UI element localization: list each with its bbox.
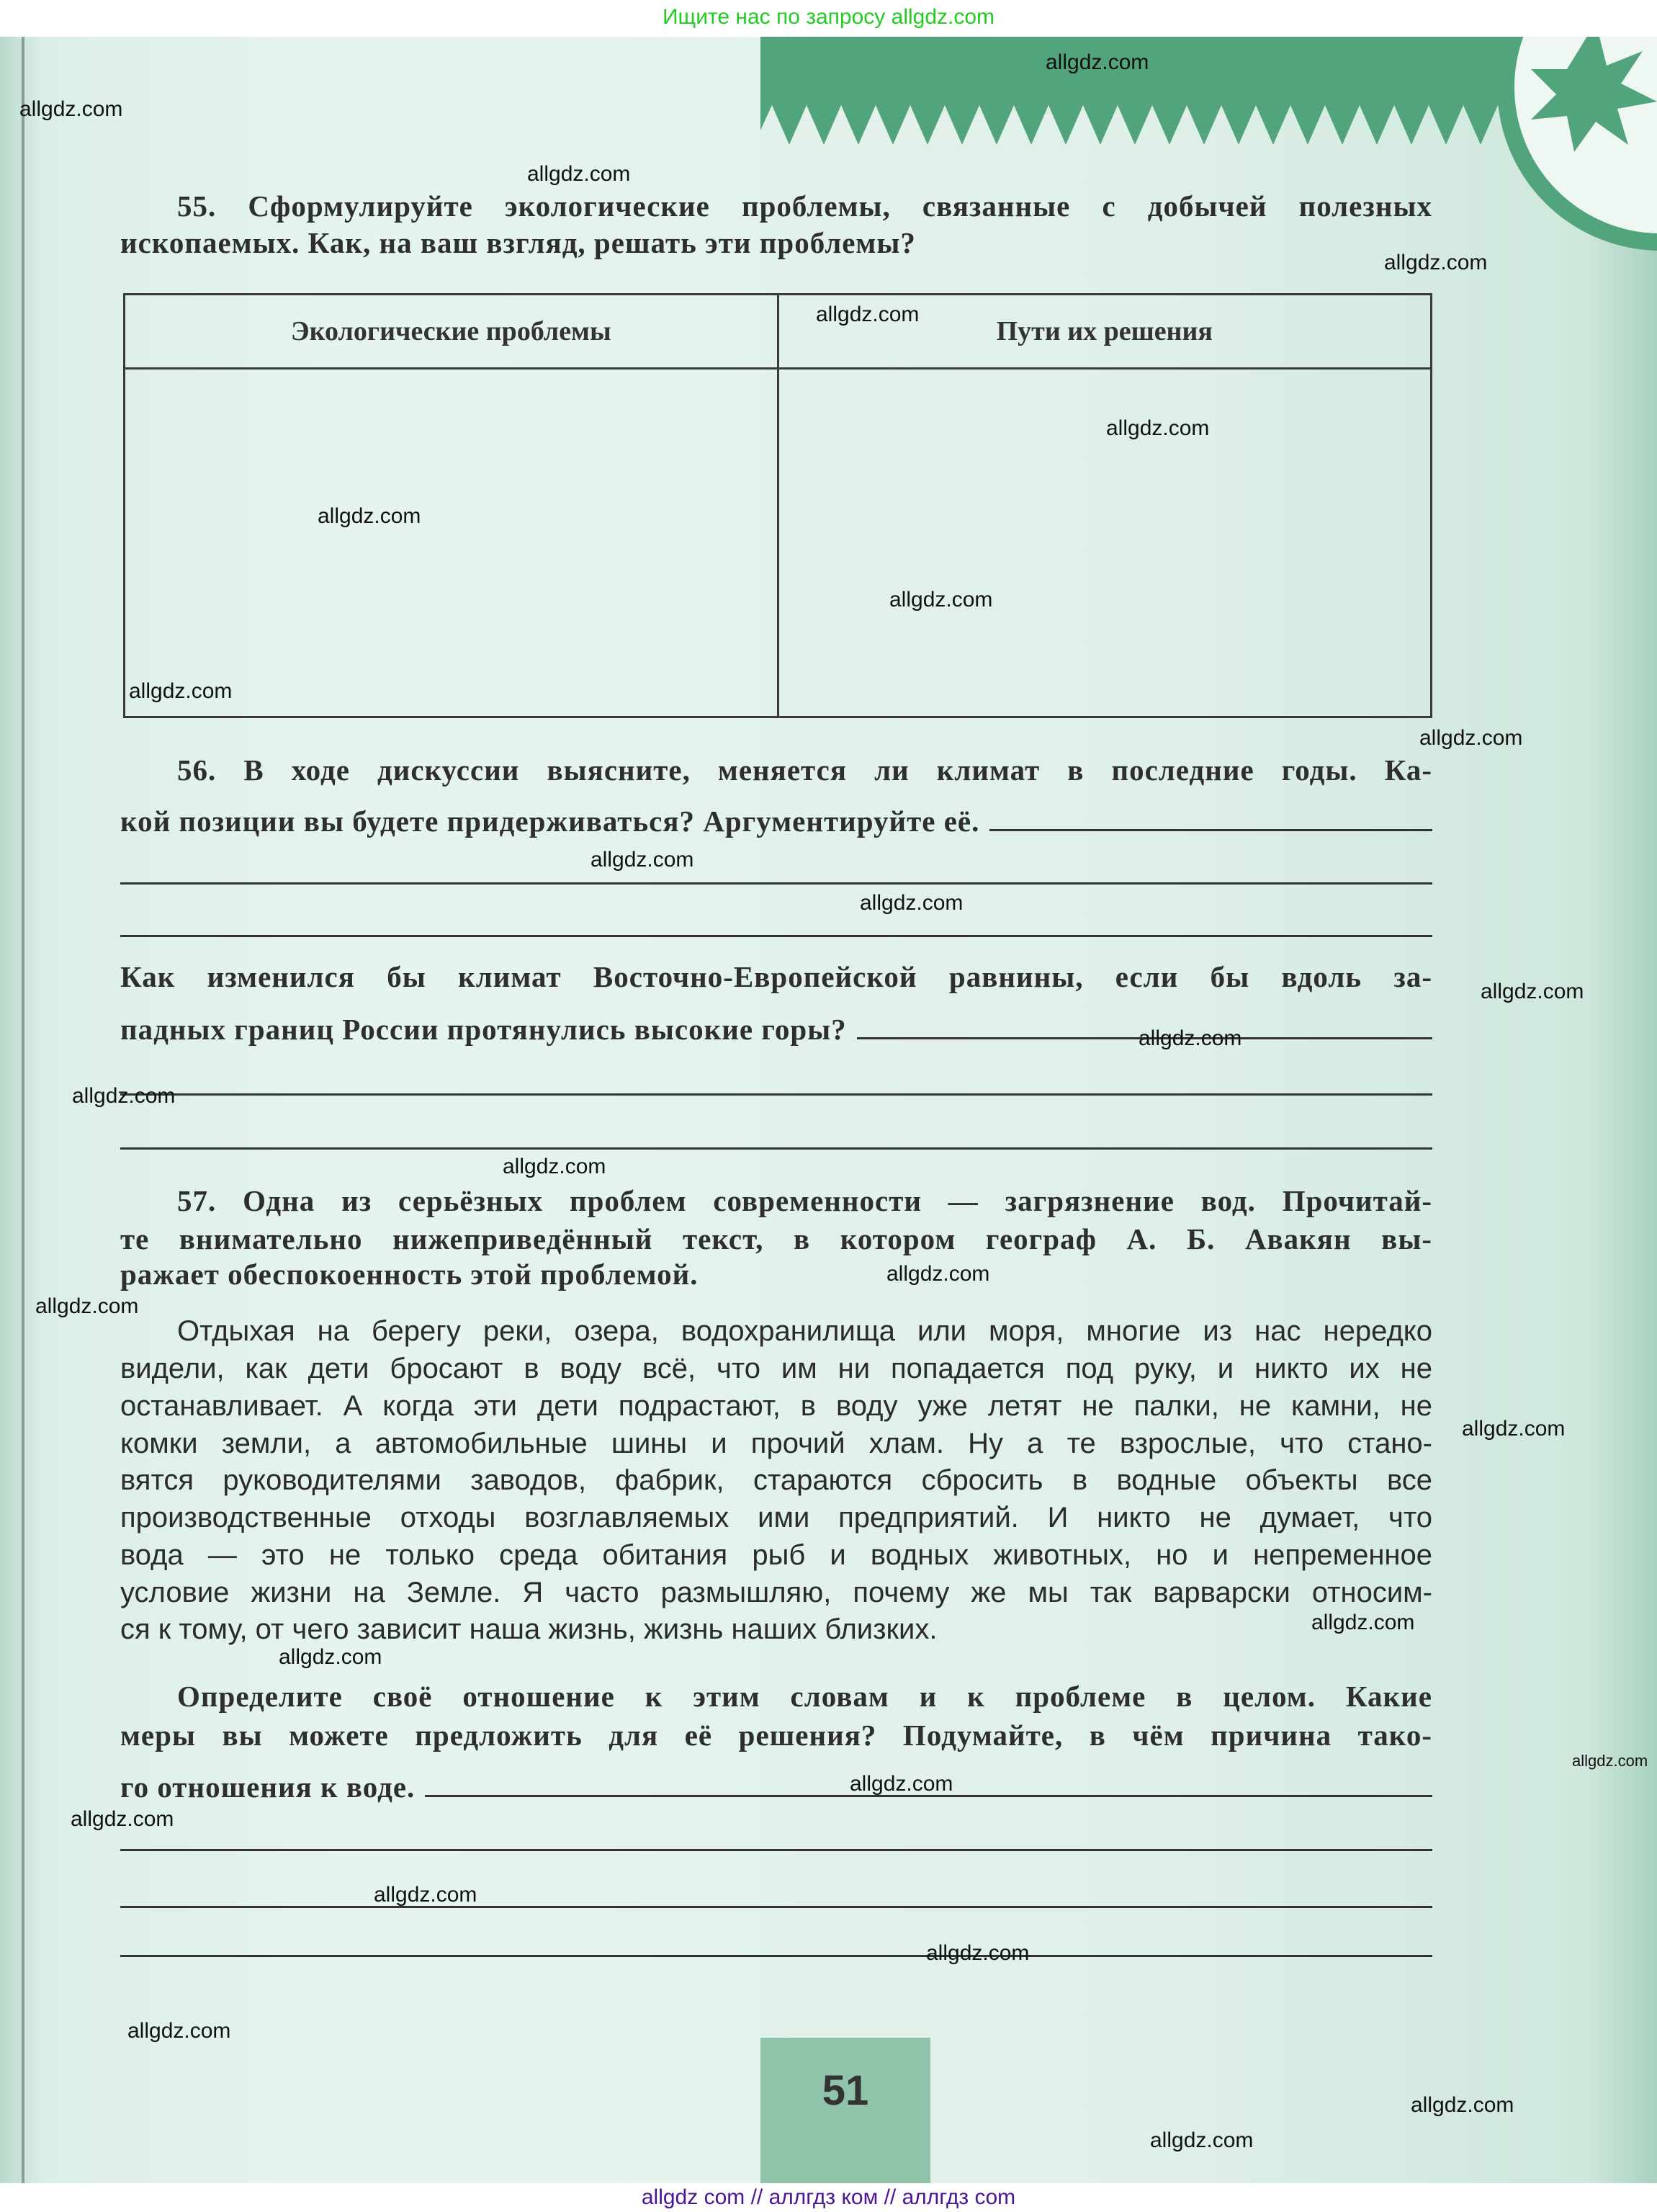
- page-spine-edge: [22, 37, 24, 2183]
- q55-line-2: ископаемых. Как, на ваш взгляд, решать эти проблемы?: [120, 226, 916, 259]
- watermark: allgdz.com: [1572, 1752, 1648, 1770]
- quote-line: Отдыхая на берегу реки, озера, водохранилища или моря, многие из нас нередко: [177, 1315, 1432, 1347]
- answer-line[interactable]: [120, 882, 1432, 885]
- q56-sub-line-1: Как изменился бы климат Восточно-Европейской равнины, если бы вдоль за-: [120, 960, 1432, 993]
- top-banner: [0, 0, 1657, 37]
- table-header-solutions: Пути их решения: [778, 295, 1432, 369]
- answer-line[interactable]: [120, 935, 1432, 937]
- quote-line: условие жизни на Земле. Я часто размышляю, почему же мы так варварски относим-: [120, 1577, 1432, 1608]
- q56-text-2: кой позиции вы будете придерживаться? Аргументируйте её.: [120, 805, 980, 838]
- quote-line: останавливает. А когда эти дети подрастают, в воду уже летят не палки, не камни, не: [120, 1390, 1432, 1422]
- table-header-problems: Экологические проблемы: [125, 295, 778, 369]
- watermark: allgdz.com: [1411, 2093, 1514, 2117]
- watermark: allgdz.com: [1384, 251, 1488, 274]
- watermark: allgdz.com: [19, 97, 123, 121]
- top-banner-text[interactable]: Ищите нас по запросу allgdz.com: [662, 5, 995, 29]
- watermark: allgdz.com: [35, 1294, 139, 1318]
- q57-task-line-1: Определите своё отношение к этим словам и к проблеме в целом. Какие: [177, 1680, 1432, 1713]
- answer-cell-solutions[interactable]: [778, 369, 1432, 717]
- quote-line: вятся руководителями заводов, фабрик, стараются сбросить в водные объекты все: [120, 1464, 1432, 1496]
- watermark: allgdz.com: [1046, 50, 1149, 74]
- watermark: allgdz.com: [129, 679, 233, 703]
- watermark: allgdz.com: [889, 588, 993, 612]
- watermark: allgdz.com: [926, 1941, 1030, 1965]
- quote-line: видели, как дети бросают в воду всё, что им ни попадается под руку, и никто их не: [120, 1353, 1432, 1384]
- bottom-banner-text[interactable]: allgdz com // аллгдз ком // аллгдз com: [641, 2185, 1016, 2209]
- bottom-banner: [0, 2183, 1657, 2212]
- answer-line[interactable]: [120, 1093, 1432, 1096]
- q56-sub-text-2: падных границ России протянулись высокие горы?: [120, 1013, 847, 1046]
- q56-text-1: В ходе дискуссии выясните, меняется ли климат в последние годы. Ка-: [243, 753, 1432, 787]
- watermark: allgdz.com: [1150, 2128, 1254, 2152]
- watermark: allgdz.com: [816, 303, 920, 326]
- quote-line: вода — это не только среда обитания рыб и водных животных, но и непременное: [120, 1539, 1432, 1571]
- q57-text-1: Одна из серьёзных проблем современности — загрязнение вод. Прочитай-: [243, 1184, 1433, 1217]
- watermark: allgdz.com: [71, 1807, 174, 1831]
- q57-task-text-3: го отношения к воде.: [120, 1770, 416, 1804]
- watermark: allgdz.com: [1419, 726, 1523, 750]
- watermark: allgdz.com: [860, 891, 964, 915]
- watermark: allgdz.com: [374, 1883, 477, 1907]
- q57-task-line-3: [120, 1770, 1432, 1804]
- answer-line[interactable]: [120, 1955, 1432, 1957]
- q55-line-1: [177, 189, 1432, 223]
- answer-line[interactable]: [989, 807, 1432, 831]
- quote-line: ся к тому, от чего зависит наша жизнь, жизнь наших близких.: [120, 1613, 938, 1645]
- watermark: allgdz.com: [1462, 1417, 1566, 1441]
- q56-line-2: [120, 804, 1432, 838]
- q55-text-1: Сформулируйте экологические проблемы, связанные с добычей полезных: [248, 189, 1432, 223]
- watermark: allgdz.com: [1311, 1611, 1415, 1634]
- page-number: 51: [822, 2067, 869, 2114]
- page-number-box: [760, 2038, 930, 2183]
- watermark: allgdz.com: [72, 1084, 176, 1108]
- answer-line[interactable]: [120, 1147, 1432, 1150]
- watermark: allgdz.com: [279, 1645, 382, 1669]
- answer-line[interactable]: [120, 1906, 1432, 1908]
- watermark: allgdz.com: [1106, 416, 1210, 440]
- watermark: allgdz.com: [850, 1772, 953, 1796]
- watermark: allgdz.com: [127, 2019, 231, 2043]
- quote-line: производственные отходы возглавляемых ими предприятий. И никто не думает, что: [120, 1502, 1432, 1533]
- watermark: allgdz.com: [318, 504, 421, 528]
- q56-line-1: [177, 753, 1432, 787]
- q57-line-3: ражает обеспокоенность этой проблемой.: [120, 1258, 699, 1291]
- q57-line-1: [177, 1183, 1432, 1218]
- q57-line-2: те внимательно нижеприведённый текст, в котором географ А. Б. Авакян вы-: [120, 1222, 1432, 1255]
- quote-line: комки земли, а автомобильные шины и прочий хлам. Ну а те взрослые, что стано-: [120, 1428, 1432, 1459]
- watermark: allgdz.com: [1481, 980, 1584, 1003]
- q57-number: 57.: [177, 1184, 217, 1217]
- answer-cell-problems[interactable]: [125, 369, 778, 717]
- watermark: allgdz.com: [527, 162, 631, 186]
- watermark: allgdz.com: [503, 1155, 606, 1178]
- q56-number: 56.: [177, 753, 217, 787]
- watermark: allgdz.com: [886, 1262, 990, 1286]
- watermark: allgdz.com: [590, 848, 694, 872]
- q55-number: 55.: [177, 189, 217, 223]
- answer-line[interactable]: [120, 1849, 1432, 1851]
- watermark: allgdz.com: [1139, 1026, 1242, 1050]
- q57-task-line-2: меры вы можете предложить для её решения? Подумайте, в чём причина тако-: [120, 1719, 1432, 1752]
